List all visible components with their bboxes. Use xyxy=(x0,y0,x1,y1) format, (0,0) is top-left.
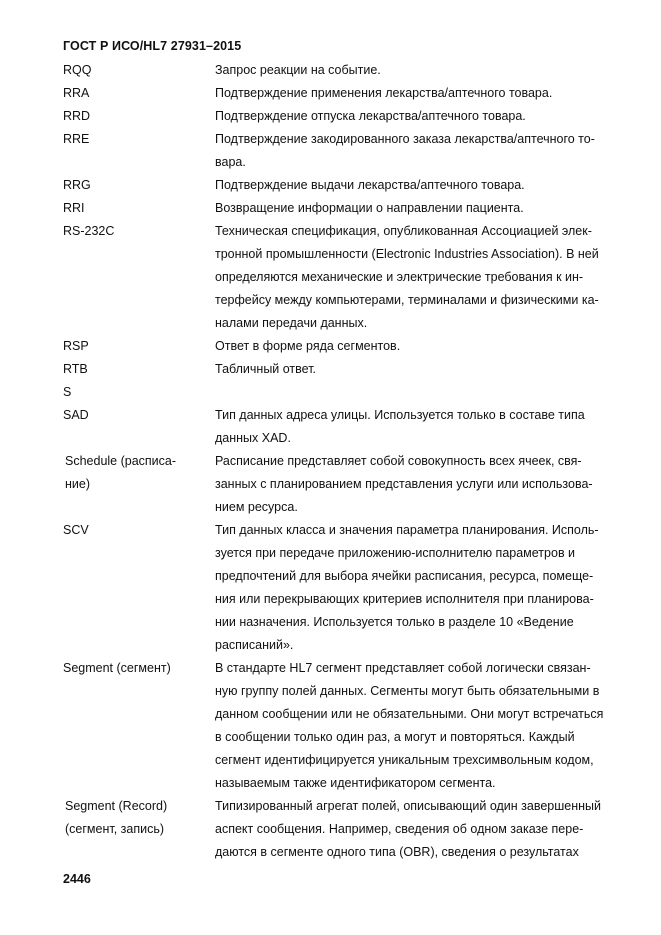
glossary-term: S xyxy=(63,385,72,399)
glossary-term: SAD xyxy=(63,408,89,422)
glossary-list xyxy=(63,59,633,864)
glossary-definition: Запрос реакции на событие. xyxy=(215,63,381,77)
glossary-definition: Тип данных класса и значения параметра планирования. Исполь- зуется при передаче приложению-исполнителю параметров и предпочтений для выбора ячейки расписания, ресурса, помеще- ния или перекрывающих критериев исполнителя при планирова- нии назначения. Используется только в разделе 10 «Ведение расписаний». xyxy=(215,523,599,652)
glossary-definition: Возвращение информации о направлении пациента. xyxy=(215,201,524,215)
glossary-entry xyxy=(63,128,633,174)
glossary-term: RS-232C xyxy=(63,224,115,238)
glossary-entry xyxy=(63,519,633,657)
glossary-definition: Подтверждение применения лекарства/аптечного товара. xyxy=(215,86,553,100)
glossary-entry xyxy=(63,220,633,335)
glossary-entry xyxy=(63,358,633,381)
glossary-definition: Подтверждение отпуска лекарства/аптечного товара. xyxy=(215,109,526,123)
glossary-term: RTB xyxy=(63,362,88,376)
glossary-definition: Тип данных адреса улицы. Используется только в составе типа данных XAD. xyxy=(215,408,585,445)
glossary-term: Segment (сегмент) xyxy=(63,661,171,675)
glossary-definition: Типизированный агрегат полей, описывающий один завершенный аспект сообщения. Например, сведения об одном заказе пере- даются в сегменте одного типа (OBR), сведения о результатах xyxy=(215,799,601,859)
glossary-entry xyxy=(63,335,633,358)
glossary-entry xyxy=(63,450,633,519)
glossary-term: RRE xyxy=(63,132,90,146)
glossary-term: RSP xyxy=(63,339,89,353)
glossary-entry xyxy=(63,105,633,128)
glossary-entry xyxy=(63,404,633,450)
glossary-definition: Подтверждение закодированного заказа лекарства/аптечного то- вара. xyxy=(215,132,595,169)
glossary-entry xyxy=(63,59,633,82)
glossary-term: RRA xyxy=(63,86,90,100)
glossary-entry xyxy=(63,174,633,197)
glossary-entry xyxy=(63,197,633,220)
glossary-entry xyxy=(63,795,633,864)
glossary-definition: Подтверждение выдачи лекарства/аптечного товара. xyxy=(215,178,525,192)
glossary-term: RRD xyxy=(63,109,91,123)
glossary-term: Schedule (расписа- ние) xyxy=(65,454,177,491)
glossary-term: Segment (Record) (сегмент, запись) xyxy=(65,799,168,836)
glossary-term: RRG xyxy=(63,178,91,192)
glossary-term: RRI xyxy=(63,201,85,215)
glossary-entry xyxy=(63,82,633,105)
glossary-definition: Ответ в форме ряда сегментов. xyxy=(215,339,401,353)
glossary-term: SCV xyxy=(63,523,89,537)
glossary-definition: Табличный ответ. xyxy=(215,362,317,376)
glossary-entry xyxy=(63,657,633,795)
glossary-term: RQQ xyxy=(63,63,92,77)
glossary-entry xyxy=(63,381,633,404)
document-header: ГОСТ Р ИСО/HL7 27931–2015 xyxy=(63,39,242,53)
page-number: 2446 xyxy=(63,872,91,886)
glossary-definition: В стандарте HL7 сегмент представляет собой логически связан- ную группу полей данных. Сегменты могут быть обязательными в данном сообщении или не обязательными. Они могут встречаться в сообщении только один раз, а могут и повторяться. Каждый сегмент идентифицируется уникальным трехсимвольным кодом, называемым также идентификатором сегмента. xyxy=(215,661,604,790)
glossary-definition: Расписание представляет собой совокупность всех ячеек, свя- занных с планированием представления услуги или использова- нием ресурса. xyxy=(215,454,593,514)
glossary-definition: Техническая спецификация, опубликованная Ассоциацией элек- тронной промышленности (Electronic Industries Association). В ней определяются механические и электрические требования к ин- терфейсу между компьютерами, терминалами и физическими ка- налами передачи данных. xyxy=(215,224,599,330)
